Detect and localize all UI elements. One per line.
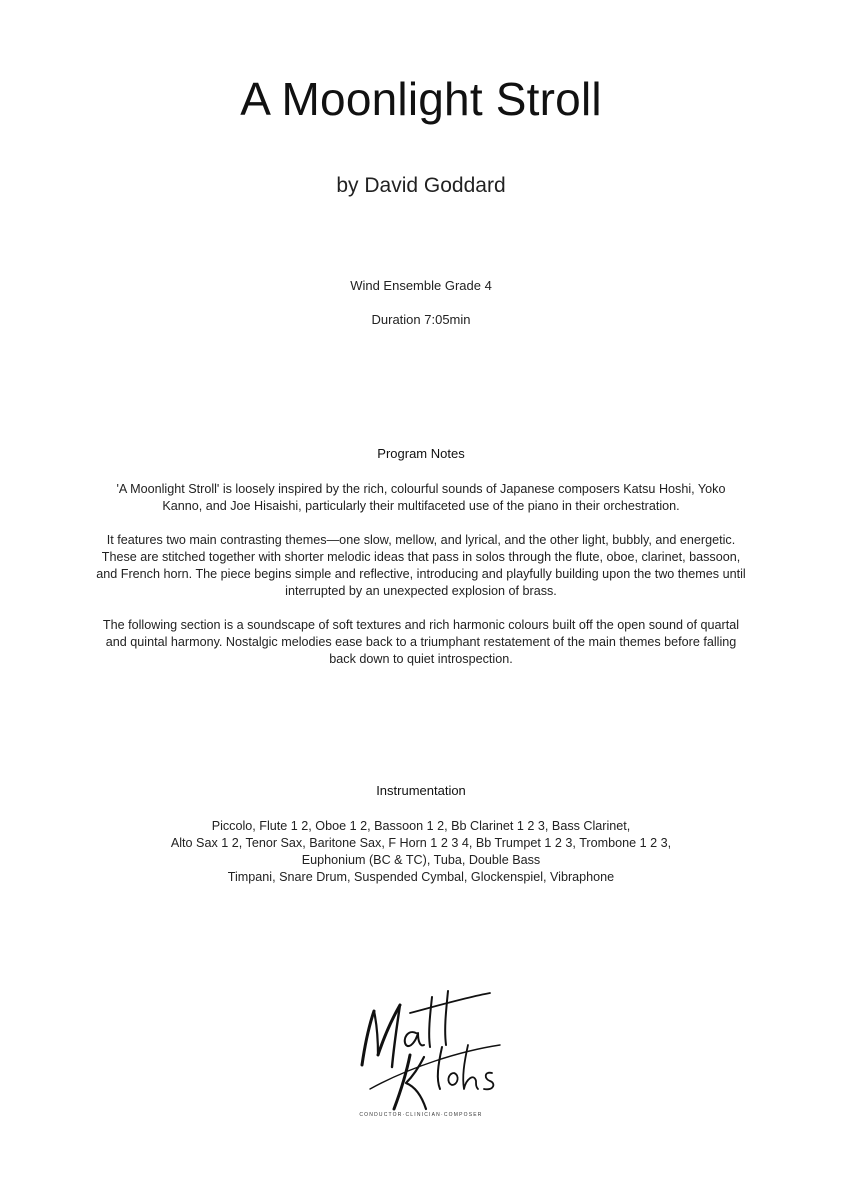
instrumentation-heading: Instrumentation xyxy=(376,783,466,798)
instrumentation-line: Euphonium (BC & TC), Tuba, Double Bass xyxy=(301,853,541,867)
instrumentation-line: Alto Sax 1 2, Tenor Sax, Baritone Sax, F Horn 1 2 3 4, Bb Trumpet 1 2 3, Trombone 1 2 3, xyxy=(170,836,672,850)
grade-label: Wind Ensemble Grade 4 xyxy=(350,278,492,293)
program-notes-paragraph: 'A Moonlight Stroll' is loosely inspired by the rich, colourful sounds of Japanese composers Katsu Hoshi, Yoko Kanno, and Joe Hisaishi, particularly their multifaceted use of the piano in their orchestration. xyxy=(116,482,726,513)
program-notes-paragraph: The following section is a soundscape of soft textures and rich harmonic colours built off the open sound of quartal and quintal harmony. Nostalgic melodies ease back to a triumphant restatement of the main themes before falling back down to quiet introspection. xyxy=(102,618,740,666)
program-notes-heading: Program Notes xyxy=(377,446,465,461)
logo-tagline: CONDUCTOR·CLINICIAN·COMPOSER xyxy=(359,1112,483,1118)
page-title: A Moonlight Stroll xyxy=(240,73,602,125)
duration-label: Duration 7:05min xyxy=(371,312,471,327)
instrumentation-line: Timpani, Snare Drum, Suspended Cymbal, Glockenspiel, Vibraphone xyxy=(227,870,615,884)
program-notes-paragraph: It features two main contrasting themes—one slow, mellow, and lyrical, and the other light, bubbly, and energetic. These are stitched together with shorter melodic ideas that pass in solos through the flute, oboe, clarinet, bassoon, and French horn. The piece begins simple and reflective, introducing and playfully building upon the two themes until interrupted by an unexpected explosion of brass. xyxy=(96,533,746,598)
program-notes-body xyxy=(95,481,747,685)
signature-logo-icon xyxy=(350,985,510,1125)
composer-credit: by David Goddard xyxy=(336,174,506,197)
instrumentation-line: Piccolo, Flute 1 2, Oboe 1 2, Bassoon 1 2, Bb Clarinet 1 2 3, Bass Clarinet, xyxy=(211,819,631,833)
instrumentation-list xyxy=(95,818,747,886)
